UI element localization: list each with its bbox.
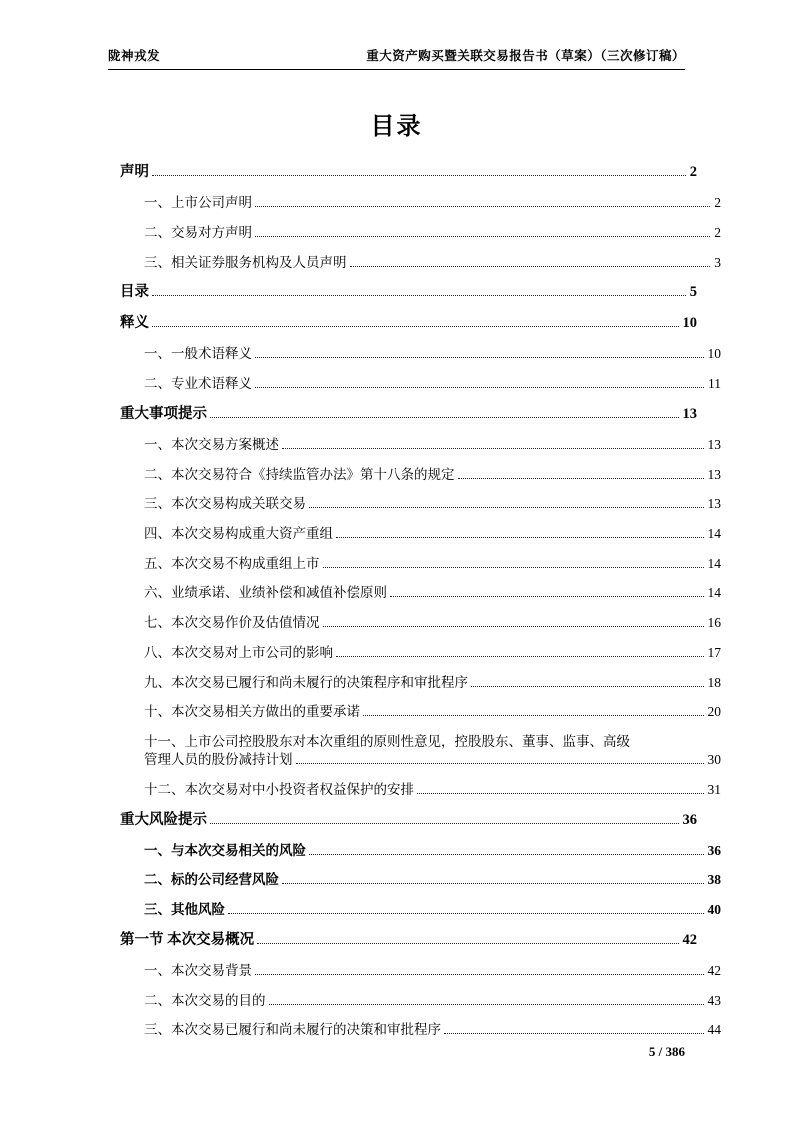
toc-dot-leader (255, 349, 704, 358)
toc-entry[interactable] (108, 703, 721, 721)
toc-entry[interactable] (108, 254, 721, 272)
toc-page-number: 31 (707, 781, 721, 797)
toc-entry[interactable] (108, 555, 721, 573)
toc-dot-leader (444, 1025, 704, 1034)
toc-entry[interactable] (108, 871, 721, 889)
toc-dot-leader (152, 166, 686, 176)
toc-page-number: 36 (707, 842, 721, 858)
toc-entry-label: 十一、上市公司控股股东对本次重组的原则性意见，控股股东、董事、监事、高级 (144, 734, 630, 750)
toc-entry-label: 九、本次交易已履行和尚未履行的决策程序和审批程序 (144, 674, 468, 690)
toc-entry[interactable] (108, 901, 721, 919)
toc-dot-leader (152, 318, 679, 328)
toc-page-number: 2 (714, 224, 721, 240)
toc-page-number: 14 (707, 526, 721, 541)
toc-dot-leader (210, 814, 679, 824)
toc-dot-leader (255, 966, 704, 975)
toc-page-number: 10 (707, 346, 721, 362)
toc-entry[interactable] (108, 644, 721, 662)
toc-page-number: 2 (689, 164, 697, 180)
toc-dot-leader (309, 846, 704, 855)
toc-dot-leader (336, 648, 704, 657)
toc-page-number: 5 (689, 284, 697, 301)
toc-entry-label: 重大事项提示 (120, 405, 207, 422)
toc-entry[interactable] (108, 375, 721, 393)
toc-entry[interactable] (108, 931, 697, 951)
table-of-contents (108, 163, 721, 1040)
toc-dot-leader (255, 198, 710, 207)
toc-entry[interactable] (108, 781, 721, 799)
toc-entry-label: 二、标的公司经营风险 (144, 872, 279, 888)
toc-entry-label: 七、本次交易作价及估值情况 (144, 615, 320, 631)
toc-entry-label: 目录 (120, 284, 149, 301)
toc-entry[interactable] (108, 466, 721, 484)
toc-entry-label: 一、本次交易背景 (144, 962, 252, 978)
toc-entry-label: 二、本次交易符合《持续监管办法》第十八条的规定 (144, 466, 455, 482)
toc-dot-leader (296, 755, 704, 764)
toc-dot-leader (309, 499, 704, 508)
toc-page-number: 14 (707, 585, 721, 601)
toc-dot-leader (471, 678, 704, 687)
toc-dot-leader (210, 408, 679, 418)
toc-entry[interactable] (108, 345, 721, 363)
toc-page-number: 38 (707, 872, 721, 888)
toc-dot-leader (350, 257, 711, 266)
toc-entry-label: 一、与本次交易相关的风险 (144, 842, 306, 858)
toc-entry-label: 二、交易对方声明 (144, 224, 252, 240)
toc-entry[interactable] (108, 525, 721, 543)
toc-page-number: 36 (682, 811, 697, 828)
toc-entry-label-cont: 管理人员的股份减持计划 (144, 752, 293, 768)
toc-entry-label: 六、业绩承诺、业绩补偿和减值补偿原则 (144, 585, 387, 601)
toc-entry[interactable] (108, 314, 697, 334)
toc-entry-label: 一、本次交易方案概述 (144, 436, 279, 452)
toc-entry-label: 第一节 本次交易概况 (120, 931, 255, 948)
toc-entry-label: 十二、本次交易对中小投资者权益保护的安排 (144, 781, 414, 797)
toc-dot-leader (255, 379, 704, 388)
toc-entry[interactable] (108, 811, 697, 831)
toc-page-number: 44 (707, 1022, 721, 1038)
toc-dot-leader (417, 785, 704, 794)
toc-entry-label: 一、上市公司声明 (144, 195, 252, 211)
toc-entry[interactable] (108, 194, 721, 212)
toc-page-number: 43 (707, 992, 721, 1008)
toc-entry-label: 三、本次交易构成关联交易 (144, 496, 306, 512)
toc-entry-label: 十、本次交易相关方做出的重要承诺 (144, 704, 360, 720)
toc-dot-leader (152, 287, 686, 297)
toc-page-number: 30 (707, 752, 721, 768)
toc-dot-leader (257, 934, 678, 944)
toc-entry-label: 三、其他风险 (144, 902, 225, 918)
toc-page-number: 10 (682, 315, 697, 332)
toc-entry[interactable] (108, 584, 721, 602)
toc-dot-leader (282, 875, 704, 884)
toc-entry[interactable] (108, 283, 697, 303)
toc-entry-label: 重大风险提示 (120, 811, 207, 828)
toc-dot-leader (228, 905, 704, 914)
toc-dot-leader (458, 469, 704, 478)
toc-entry-label: 三、相关证券服务机构及人员声明 (144, 254, 347, 270)
toc-page-number: 13 (707, 436, 721, 452)
toc-entry-label: 一、一般术语释义 (144, 346, 252, 362)
toc-entry[interactable] (108, 405, 697, 425)
toc-dot-leader (336, 529, 704, 538)
toc-page-number: 17 (707, 644, 721, 660)
toc-entry[interactable] (108, 495, 721, 513)
toc-dot-leader (282, 440, 704, 449)
toc-entry-label: 二、专业术语释义 (144, 376, 252, 392)
toc-entry[interactable] (108, 224, 721, 242)
page-number: 5 / 386 (648, 1044, 685, 1059)
toc-entry-label: 四、本次交易构成重大资产重组 (144, 526, 333, 541)
toc-page-number: 13 (707, 466, 721, 482)
toc-page-number: 2 (714, 195, 721, 211)
toc-page-number: 40 (707, 902, 721, 918)
toc-dot-leader (255, 228, 710, 237)
toc-entry[interactable] (108, 436, 721, 454)
toc-page-number: 20 (707, 704, 721, 720)
toc-entry[interactable] (108, 1021, 721, 1039)
toc-page-number: 14 (707, 555, 721, 571)
page-header (108, 46, 685, 70)
toc-entry[interactable] (108, 733, 721, 769)
toc-page-number: 16 (707, 615, 721, 631)
toc-entry[interactable] (108, 614, 721, 632)
toc-dot-leader (323, 559, 704, 568)
toc-entry-label: 声明 (120, 164, 149, 180)
toc-entry[interactable] (108, 842, 721, 860)
toc-dot-leader (323, 618, 704, 627)
toc-page-number: 42 (707, 962, 721, 978)
toc-entry-line2 (144, 751, 721, 769)
page-title: 目录 (370, 114, 423, 140)
toc-page-number: 13 (682, 405, 697, 422)
toc-entry-label: 二、本次交易的目的 (144, 992, 266, 1008)
header-company-name: 陇神戎发 (108, 49, 161, 63)
toc-page-number: 11 (708, 376, 721, 392)
toc-entry[interactable] (108, 674, 721, 692)
toc-page-number: 13 (707, 496, 721, 512)
toc-entry-label: 释义 (120, 315, 149, 332)
toc-dot-leader (269, 996, 704, 1005)
toc-dot-leader (363, 707, 704, 716)
header-document-title: 重大资产购买暨关联交易报告书（草案）（三次修订稿） (366, 49, 685, 63)
toc-entry[interactable] (108, 992, 721, 1010)
toc-page-number: 18 (707, 674, 721, 690)
toc-dot-leader (390, 588, 704, 597)
toc-page-number: 42 (682, 931, 697, 948)
toc-entry[interactable] (108, 163, 697, 183)
toc-page-number: 3 (714, 254, 721, 270)
toc-entry[interactable] (108, 962, 721, 980)
toc-entry-label: 八、本次交易对上市公司的影响 (144, 644, 333, 660)
toc-entry-label: 五、本次交易不构成重组上市 (144, 555, 320, 571)
toc-entry-label: 三、本次交易已履行和尚未履行的决策和审批程序 (144, 1022, 441, 1038)
